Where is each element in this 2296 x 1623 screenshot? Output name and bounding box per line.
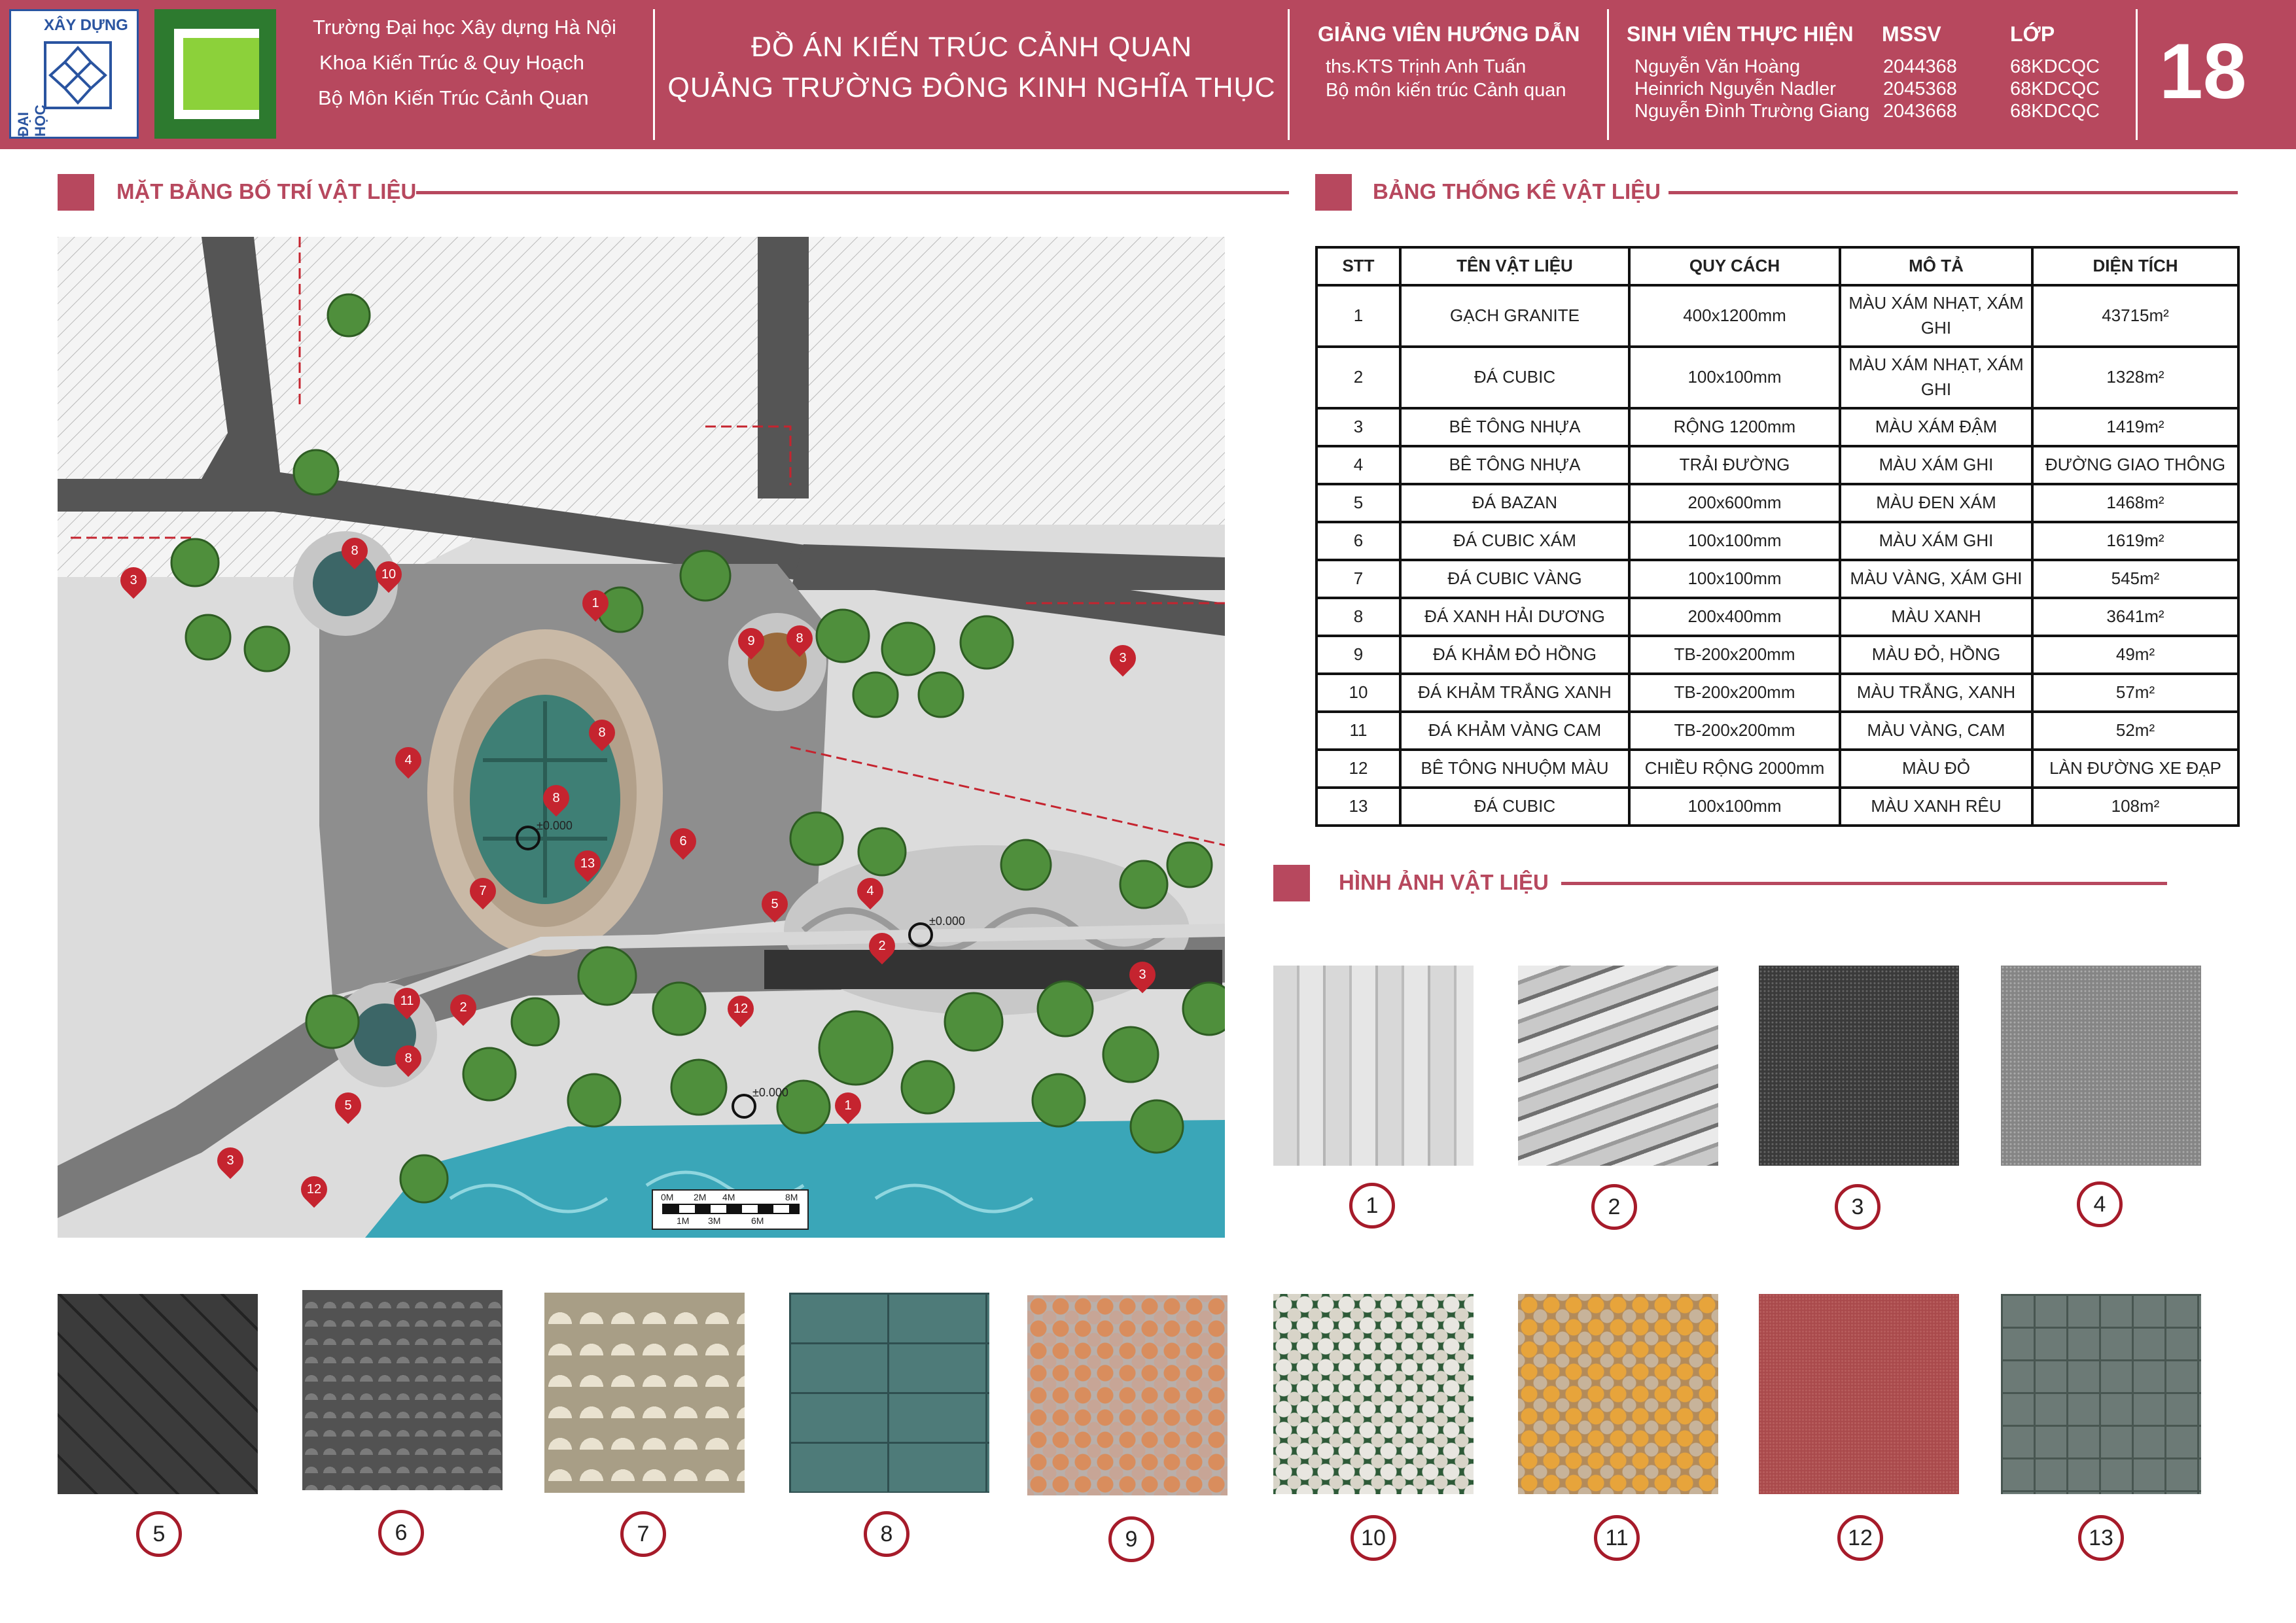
table-cell-spec: 100x100mm xyxy=(1629,347,1840,408)
table-cell-stt: 3 xyxy=(1316,408,1400,446)
material-table xyxy=(1315,246,2240,827)
material-marker xyxy=(115,562,152,599)
advisor-dept: Bộ môn kiến trúc Cảnh quan xyxy=(1326,80,1566,101)
table-cell-spec: 200x600mm xyxy=(1629,484,1840,522)
department-name: Bộ Môn Kiến Trúc Cảnh Quan xyxy=(318,86,589,109)
table-cell-spec: TB-200x200mm xyxy=(1629,636,1840,674)
material-swatch-13 xyxy=(2001,1294,2201,1494)
table-cell-name: BÊ TÔNG NHỰA xyxy=(1400,446,1629,484)
scale-bar xyxy=(652,1189,809,1230)
table-header-row xyxy=(1316,247,2238,285)
table-cell-area: 1328m² xyxy=(2032,347,2238,408)
marker-number: 3 xyxy=(1139,968,1146,982)
swatch-number: 1 xyxy=(1349,1183,1395,1229)
table-cell-stt: 12 xyxy=(1316,750,1400,788)
marker-number: 2 xyxy=(459,1000,467,1015)
col-header-name: TÊN VẬT LIỆU xyxy=(1400,247,1629,285)
table-row xyxy=(1316,560,2238,598)
material-marker xyxy=(296,1171,333,1208)
marker-number: 8 xyxy=(796,631,804,646)
table-row xyxy=(1316,446,2238,484)
swatch-number: 6 xyxy=(378,1510,424,1556)
table-cell-stt: 2 xyxy=(1316,347,1400,408)
table-cell-stt: 11 xyxy=(1316,712,1400,750)
table-cell-desc: MÀU XÁM GHI xyxy=(1840,522,2032,560)
table-cell-desc: MÀU ĐỎ, HỒNG xyxy=(1840,636,2032,674)
table-cell-area: 545m² xyxy=(2032,560,2238,598)
marker-number: 4 xyxy=(866,884,874,898)
table-cell-stt: 10 xyxy=(1316,674,1400,712)
marker-number: 11 xyxy=(400,994,414,1008)
table-cell-name: ĐÁ KHẢM VÀNG CAM xyxy=(1400,712,1629,750)
table-cell-spec: TB-200x200mm xyxy=(1629,712,1840,750)
table-cell-name: ĐÁ CUBIC VÀNG xyxy=(1400,560,1629,598)
table-cell-name: ĐÁ KHẢM ĐỎ HỒNG xyxy=(1400,636,1629,674)
col-header-spec: QUY CÁCH xyxy=(1629,247,1840,285)
material-swatch-8 xyxy=(789,1293,989,1493)
material-swatch-11 xyxy=(1518,1294,1718,1494)
student-name: Nguyễn Văn Hoàng xyxy=(1634,56,1801,77)
table-cell-area: 57m² xyxy=(2032,674,2238,712)
marker-number: 5 xyxy=(771,897,779,911)
table-cell-spec: 100x100mm xyxy=(1629,788,1840,826)
material-marker xyxy=(756,886,794,923)
student-id-label: MSSV xyxy=(1882,22,1941,46)
table-cell-name: ĐÁ CUBIC xyxy=(1400,347,1629,408)
material-marker xyxy=(445,989,482,1026)
scale-tick: 2M xyxy=(694,1192,707,1202)
student-name: Heinrich Nguyễn Nadler xyxy=(1634,79,1836,99)
material-marker xyxy=(1124,956,1161,994)
scale-tick: 8M xyxy=(785,1192,798,1202)
page-number: 18 xyxy=(2159,27,2247,115)
marker-number: 2 xyxy=(878,939,886,953)
swatch-number: 11 xyxy=(1594,1515,1640,1561)
students-label: SINH VIÊN THỰC HIỆN xyxy=(1627,22,1854,46)
material-marker xyxy=(733,623,770,660)
col-header-desc: MÔ TẢ xyxy=(1840,247,2032,285)
marker-number: 7 xyxy=(479,884,487,898)
material-marker xyxy=(722,990,760,1028)
material-marker xyxy=(465,873,502,910)
table-cell-area: 49m² xyxy=(2032,636,2238,674)
table-cell-desc: MÀU ĐỎ xyxy=(1840,750,2032,788)
scale-tick: 6M xyxy=(751,1215,764,1226)
images-section-heading xyxy=(1273,865,2206,901)
table-cell-name: ĐÁ CUBIC XÁM xyxy=(1400,522,1629,560)
material-swatch-4 xyxy=(2001,966,2201,1166)
swatch-number: 12 xyxy=(1837,1515,1883,1561)
table-cell-name: ĐÁ BAZAN xyxy=(1400,484,1629,522)
table-row xyxy=(1316,598,2238,636)
student-name: Nguyễn Đình Trường Giang xyxy=(1634,101,1870,122)
table-row xyxy=(1316,712,2238,750)
material-swatch-10 xyxy=(1273,1294,1474,1494)
table-row xyxy=(1316,285,2238,347)
table-cell-area: 1419m² xyxy=(2032,408,2238,446)
material-marker xyxy=(390,742,427,779)
table-cell-spec: 400x1200mm xyxy=(1629,285,1840,347)
swatch-number: 8 xyxy=(864,1511,910,1557)
swatch-number: 2 xyxy=(1591,1184,1637,1230)
marker-number: 3 xyxy=(1119,651,1127,665)
material-swatch-9 xyxy=(1027,1295,1227,1495)
swatch-number: 3 xyxy=(1835,1184,1881,1230)
swatch-number: 5 xyxy=(136,1511,182,1557)
swatch-number: 4 xyxy=(2077,1181,2123,1227)
university-logo xyxy=(9,9,139,139)
table-cell-desc: MÀU XANH xyxy=(1840,598,2032,636)
marker-number: 3 xyxy=(130,573,137,587)
table-cell-area: 52m² xyxy=(2032,712,2238,750)
col-header-area: DIỆN TÍCH xyxy=(2032,247,2238,285)
project-subtitle: QUẢNG TRƯỜNG ĐÔNG KINH NGHĨA THỤC xyxy=(667,72,1276,103)
table-cell-area: 43715m² xyxy=(2032,285,2238,347)
material-marker xyxy=(389,983,426,1020)
material-marker xyxy=(781,620,819,657)
student-class: 68KDCQC xyxy=(2010,101,2100,122)
table-cell-desc: MÀU XÁM GHI xyxy=(1840,446,2032,484)
marker-number: 1 xyxy=(592,596,599,610)
table-cell-spec: CHIỀU RỘNG 2000mm xyxy=(1629,750,1840,788)
table-cell-spec: 200x400mm xyxy=(1629,598,1840,636)
student-class: 68KDCQC xyxy=(2010,79,2100,99)
material-swatch-12 xyxy=(1759,1294,1959,1494)
material-layout-plan xyxy=(58,237,1225,1238)
table-row xyxy=(1316,408,2238,446)
advisor-name: ths.KTS Trịnh Anh Tuấn xyxy=(1326,56,1527,77)
plan-section-heading xyxy=(58,174,1294,211)
marker-number: 12 xyxy=(306,1182,322,1196)
table-cell-stt: 1 xyxy=(1316,285,1400,347)
elevation-label: ±0.000 xyxy=(752,1086,788,1099)
table-cell-spec: 100x100mm xyxy=(1629,522,1840,560)
class-label: LỚP xyxy=(2010,22,2055,46)
table-cell-name: BÊ TÔNG NHỰA xyxy=(1400,408,1629,446)
material-marker xyxy=(336,532,374,570)
table-cell-spec: RỘNG 1200mm xyxy=(1629,408,1840,446)
marker-number: 3 xyxy=(226,1153,234,1168)
logo-side-text: ĐẠI HỌC xyxy=(15,105,48,137)
table-cell-desc: MÀU XANH RÊU xyxy=(1840,788,2032,826)
table-row xyxy=(1316,750,2238,788)
swatch-number: 10 xyxy=(1351,1515,1396,1561)
col-header-stt: STT xyxy=(1316,247,1400,285)
scale-tick: 3M xyxy=(708,1215,721,1226)
material-marker xyxy=(665,823,702,860)
table-cell-stt: 6 xyxy=(1316,522,1400,560)
table-cell-area: LÀN ĐƯỜNG XE ĐẠP xyxy=(2032,750,2238,788)
table-cell-area: 3641m² xyxy=(2032,598,2238,636)
marker-number: 4 xyxy=(404,753,412,767)
table-row xyxy=(1316,674,2238,712)
material-swatch-1 xyxy=(1273,966,1474,1166)
marker-number: 6 xyxy=(679,834,687,848)
table-section-heading xyxy=(1315,174,2238,211)
scale-tick: 1M xyxy=(677,1215,690,1226)
table-cell-stt: 4 xyxy=(1316,446,1400,484)
table-row xyxy=(1316,636,2238,674)
table-row xyxy=(1316,347,2238,408)
logo-caption: XÂY DỰNG xyxy=(44,16,128,34)
material-marker xyxy=(330,1087,367,1125)
table-cell-area: 1468m² xyxy=(2032,484,2238,522)
student-id: 2043668 xyxy=(1883,101,1957,122)
material-swatch-3 xyxy=(1759,966,1959,1166)
table-cell-spec: 100x100mm xyxy=(1629,560,1840,598)
table-cell-desc: MÀU XÁM NHẠT, XÁM GHI xyxy=(1840,285,2032,347)
table-cell-desc: MÀU VÀNG, CAM xyxy=(1840,712,2032,750)
table-cell-spec: TB-200x200mm xyxy=(1629,674,1840,712)
plan-heading-text: MẶT BẰNG BỐ TRÍ VẬT LIỆU xyxy=(116,179,417,203)
marker-number: 13 xyxy=(580,856,595,871)
plan-drawing xyxy=(58,237,1225,1238)
table-cell-area: 1619m² xyxy=(2032,522,2238,560)
material-swatch-5 xyxy=(58,1294,258,1494)
table-cell-desc: MÀU XÁM NHẠT, XÁM GHI xyxy=(1840,347,2032,408)
material-marker xyxy=(584,714,621,752)
elevation-label: ±0.000 xyxy=(929,915,965,928)
marker-number: 1 xyxy=(844,1098,852,1113)
material-marker xyxy=(569,845,607,882)
material-marker xyxy=(390,1040,427,1077)
faculty-logo xyxy=(154,9,276,139)
material-swatch-2 xyxy=(1518,966,1718,1166)
table-cell-stt: 9 xyxy=(1316,636,1400,674)
table-cell-name: ĐÁ CUBIC xyxy=(1400,788,1629,826)
marker-number: 10 xyxy=(381,567,397,582)
table-row xyxy=(1316,522,2238,560)
table-cell-name: BÊ TÔNG NHUỘM MÀU xyxy=(1400,750,1629,788)
marker-number: 8 xyxy=(404,1051,412,1066)
material-marker xyxy=(577,585,614,622)
material-marker xyxy=(538,780,575,817)
student-id: 2045368 xyxy=(1883,79,1957,99)
table-cell-stt: 13 xyxy=(1316,788,1400,826)
advisor-label: GIẢNG VIÊN HƯỚNG DẪN xyxy=(1318,22,1580,46)
scale-tick: 4M xyxy=(722,1192,735,1202)
faculty-name: Khoa Kiến Trúc & Quy Hoạch xyxy=(319,51,584,74)
material-swatch-6 xyxy=(302,1290,503,1490)
table-cell-name: ĐÁ XANH HẢI DƯƠNG xyxy=(1400,598,1629,636)
table-heading-text: BẢNG THỐNG KÊ VẬT LIỆU xyxy=(1373,179,1661,203)
elevation-label: ±0.000 xyxy=(537,819,573,832)
marker-number: 9 xyxy=(747,634,755,648)
table-cell-stt: 8 xyxy=(1316,598,1400,636)
logo-flower-icon xyxy=(39,36,117,114)
material-swatch-7 xyxy=(544,1293,745,1493)
material-marker xyxy=(864,928,901,965)
scale-tick: 0M xyxy=(661,1192,674,1202)
material-marker xyxy=(212,1142,249,1179)
table-cell-desc: MÀU XÁM ĐẬM xyxy=(1840,408,2032,446)
marker-number: 8 xyxy=(351,544,359,558)
table-cell-desc: MÀU ĐEN XÁM xyxy=(1840,484,2032,522)
images-heading-text: HÌNH ẢNH VẬT LIỆU xyxy=(1339,870,1549,894)
table-cell-stt: 5 xyxy=(1316,484,1400,522)
swatch-number: 13 xyxy=(2078,1515,2124,1561)
table-cell-desc: MÀU VÀNG, XÁM GHI xyxy=(1840,560,2032,598)
table-cell-name: GẠCH GRANITE xyxy=(1400,285,1629,347)
school-name: Trường Đại học Xây dựng Hà Nội xyxy=(313,16,616,39)
table-cell-area: 108m² xyxy=(2032,788,2238,826)
table-cell-spec: TRẢI ĐƯỜNG xyxy=(1629,446,1840,484)
student-id: 2044368 xyxy=(1883,56,1957,77)
material-marker xyxy=(830,1087,867,1125)
table-row xyxy=(1316,484,2238,522)
table-cell-desc: MÀU TRẮNG, XANH xyxy=(1840,674,2032,712)
swatch-number: 9 xyxy=(1108,1516,1154,1562)
table-row xyxy=(1316,788,2238,826)
material-marker xyxy=(852,873,889,910)
marker-number: 8 xyxy=(598,725,606,740)
table-cell-name: ĐÁ KHẢM TRẮNG XANH xyxy=(1400,674,1629,712)
marker-number: 5 xyxy=(344,1098,352,1113)
swatch-number: 7 xyxy=(620,1511,666,1557)
project-title: ĐỒ ÁN KIẾN TRÚC CẢNH QUAN xyxy=(751,31,1193,63)
marker-number: 12 xyxy=(733,1002,749,1016)
marker-number: 8 xyxy=(552,791,560,805)
header-banner xyxy=(0,0,2296,149)
student-class: 68KDCQC xyxy=(2010,56,2100,77)
table-cell-area: ĐƯỜNG GIAO THÔNG xyxy=(2032,446,2238,484)
material-marker xyxy=(370,556,408,593)
table-cell-stt: 7 xyxy=(1316,560,1400,598)
material-marker xyxy=(1104,640,1142,677)
